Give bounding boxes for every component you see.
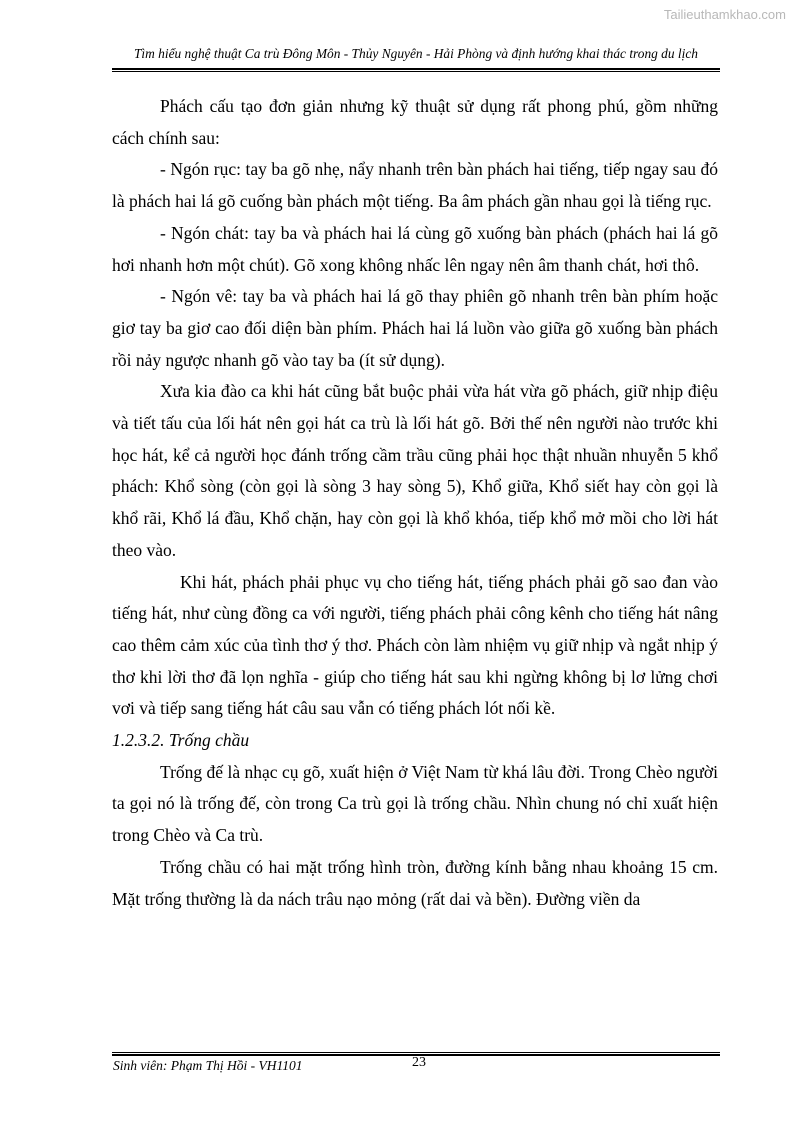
section-heading: 1.2.3.2. Trống chầu <box>112 730 250 751</box>
paragraph: - Ngón rục: tay ba gõ nhẹ, nẩy nhanh trên bàn phách hai tiếng, tiếp ngay sau đó là phách hai lá gõ cuống bàn phách một tiếng. Ba âm phách gần nhau gọi là tiếng rục. <box>112 159 718 212</box>
paragraph: - Ngón chát: tay ba và phách hai lá cùng gõ xuống bàn phách (phách hai lá gõ hơi nhanh hơn một chút). Gõ xong không nhấc lên ngay nên âm thanh chát, hơi thô. <box>112 222 718 275</box>
paragraph: Trống chầu có hai mặt trống hình tròn, đường kính bằng nhau khoảng 15 cm. Mặt trống thường là da nách trâu nạo mỏng (rất dai và bền). Đường viền da <box>112 856 718 909</box>
paragraph: Trống đế là nhạc cụ gõ, xuất hiện ở Việt Nam từ khá lâu đời. Trong Chèo người ta gọi nó là trống đế, còn trong Ca trù gọi là trống chầu. Nhìn chung nó chỉ xuất hiện trong Chèo và Ca trù. <box>112 761 718 846</box>
watermark: Tailieuthamkhao.com <box>663 7 786 22</box>
header-rule <box>112 68 720 72</box>
paragraph: Khi hát, phách phải phục vụ cho tiếng hát, tiếng phách phải gõ sao đan vào tiếng hát, như cùng đồng ca với người, tiếng phách phải công kênh cho tiếng hát nâng cao thêm cảm xúc của tình thơ ý thơ. Phách còn làm nhiệm vụ giữ nhịp và ngắt nhịp ý thơ khi lời thơ đã lọn nghĩa - giúp cho tiếng hát sau khi ngừng không bị lơ lửng chơi vơi và tiếp sang tiếng hát câu sau vẫn có tiếng phách lót nối kề. <box>112 571 718 719</box>
paragraph: Xưa kia đào ca khi hát cũng bắt buộc phải vừa hát vừa gõ phách, giữ nhịp điệu và tiết tấu của lối hát nên gọi hát ca trù là lối hát gõ. Bởi thế nên người nào trước khi học hát, kể cả người học đánh trống cầm trầu cũng phải học thật nhuần nhuyễn 5 khổ phách: Khổ sòng (còn gọi là sòng 3 hay sòng 5), Khổ giữa, Khổ siết hay còn gọi là khổ rãi, Khổ lá đầu, Khổ chặn, hay còn gọi là khổ khóa, tiếp khổ mở mồi cho lời hát theo vào. <box>112 381 718 560</box>
page-body <box>112 91 718 915</box>
page-number: 23 <box>412 1055 426 1070</box>
footer-student: Sinh viên: Phạm Thị Hồi - VH1101 <box>113 1058 303 1073</box>
paragraph: Phách cấu tạo đơn giản nhưng kỹ thuật sử dụng rất phong phú, gồm những cách chính sau: <box>112 96 718 148</box>
running-header: Tìm hiểu nghệ thuật Ca trù Đông Môn - Thủy Nguyên - Hải Phòng và định hướng khai thác trong du lịch <box>133 46 699 61</box>
paragraph: - Ngón vê: tay ba và phách hai lá gõ thay phiên gõ nhanh trên bàn phím hoặc giơ tay ba giơ cao đối diện bàn phím. Phách hai lá luồn vào giữa gõ xuống bàn phách rồi nảy ngược nhanh gõ vào tay ba (ít sử dụng). <box>112 286 718 370</box>
